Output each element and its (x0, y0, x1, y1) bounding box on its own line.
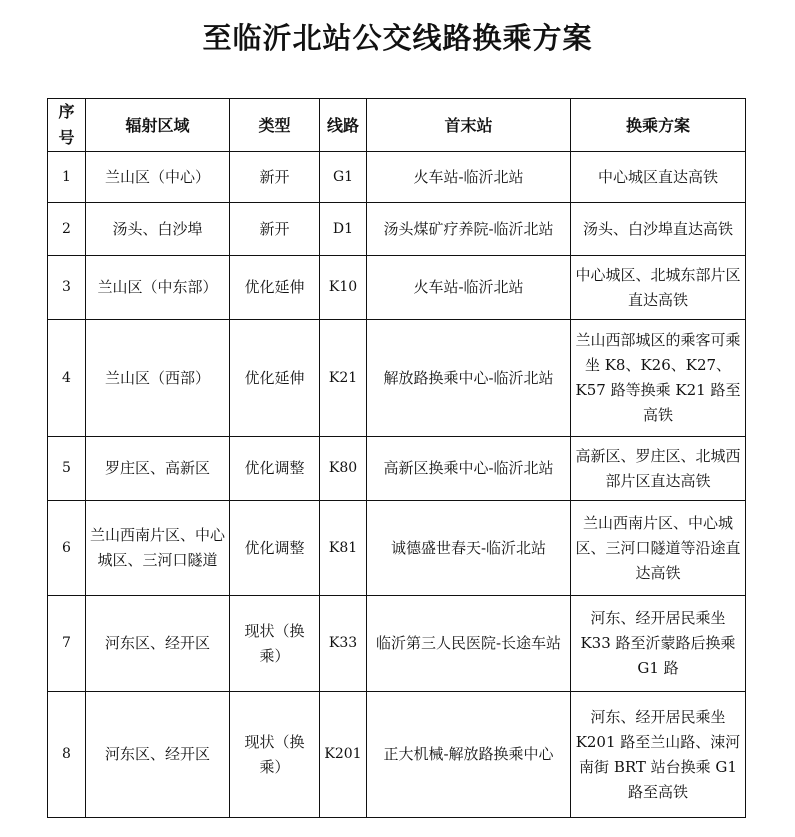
cell-plan: 中心城区直达高铁 (571, 152, 746, 203)
cell-line: K81 (320, 501, 367, 596)
table-row (48, 320, 746, 437)
header-row (48, 99, 746, 152)
cell-type: 现状（换乘） (230, 692, 320, 818)
header-line: 线路 (320, 99, 367, 152)
cell-line: K21 (320, 320, 367, 437)
cell-plan: 汤头、白沙埠直达高铁 (571, 203, 746, 256)
header-area: 辐射区域 (86, 99, 230, 152)
cell-seq: 7 (48, 596, 86, 692)
table-row (48, 692, 746, 818)
cell-plan: 高新区、罗庄区、北城西部片区直达高铁 (571, 437, 746, 501)
cell-seq: 1 (48, 152, 86, 203)
header-plan: 换乘方案 (571, 99, 746, 152)
cell-area: 汤头、白沙埠 (86, 203, 230, 256)
cell-terminals: 诚德盛世春天-临沂北站 (367, 501, 571, 596)
cell-line: K80 (320, 437, 367, 501)
page-title: 至临沂北站公交线路换乘方案 (202, 21, 593, 55)
cell-type: 新开 (230, 152, 320, 203)
header-type: 类型 (230, 99, 320, 152)
cell-terminals: 火车站-临沂北站 (367, 256, 571, 320)
cell-plan: 中心城区、北城东部片区直达高铁 (571, 256, 746, 320)
cell-seq: 3 (48, 256, 86, 320)
cell-seq: 2 (48, 203, 86, 256)
cell-seq: 6 (48, 501, 86, 596)
cell-plan: 河东、经开居民乘坐 K33 路至沂蒙路后换乘 G1 路 (571, 596, 746, 692)
cell-line: G1 (320, 152, 367, 203)
cell-terminals: 高新区换乘中心-临沂北站 (367, 437, 571, 501)
table-row (48, 152, 746, 203)
cell-area: 兰山区（西部） (86, 320, 230, 437)
cell-type: 现状（换乘） (230, 596, 320, 692)
cell-area: 兰山区（中东部） (86, 256, 230, 320)
cell-type: 新开 (230, 203, 320, 256)
cell-plan: 兰山西部城区的乘客可乘坐 K8、K26、K27、K57 路等换乘 K21 路至高铁 (571, 320, 746, 437)
cell-line: D1 (320, 203, 367, 256)
header-terminals: 首末站 (367, 99, 571, 152)
cell-line: K33 (320, 596, 367, 692)
cell-terminals: 汤头煤矿疗养院-临沂北站 (367, 203, 571, 256)
cell-plan: 河东、经开居民乘坐 K201 路至兰山路、涑河南街 BRT 站台换乘 G1 路至高铁 (571, 692, 746, 818)
header-seq: 序 号 (48, 99, 86, 152)
cell-area: 河东区、经开区 (86, 596, 230, 692)
cell-area: 兰山西南片区、中心城区、三河口隧道 (86, 501, 230, 596)
cell-plan: 兰山西南片区、中心城区、三河口隧道等沿途直达高铁 (571, 501, 746, 596)
cell-type: 优化调整 (230, 501, 320, 596)
table-row (48, 256, 746, 320)
cell-terminals: 解放路换乘中心-临沂北站 (367, 320, 571, 437)
cell-area: 兰山区（中心） (86, 152, 230, 203)
cell-area: 河东区、经开区 (86, 692, 230, 818)
cell-area: 罗庄区、高新区 (86, 437, 230, 501)
cell-line: K10 (320, 256, 367, 320)
table-row (48, 501, 746, 596)
cell-type: 优化延伸 (230, 320, 320, 437)
table-row (48, 437, 746, 501)
cell-seq: 4 (48, 320, 86, 437)
cell-terminals: 临沂第三人民医院-长途车站 (367, 596, 571, 692)
cell-seq: 8 (48, 692, 86, 818)
cell-type: 优化延伸 (230, 256, 320, 320)
bus-transfer-table (47, 98, 746, 818)
cell-terminals: 火车站-临沂北站 (367, 152, 571, 203)
cell-type: 优化调整 (230, 437, 320, 501)
cell-line: K201 (320, 692, 367, 818)
cell-seq: 5 (48, 437, 86, 501)
table-row (48, 596, 746, 692)
table-row (48, 203, 746, 256)
cell-terminals: 正大机械-解放路换乘中心 (367, 692, 571, 818)
